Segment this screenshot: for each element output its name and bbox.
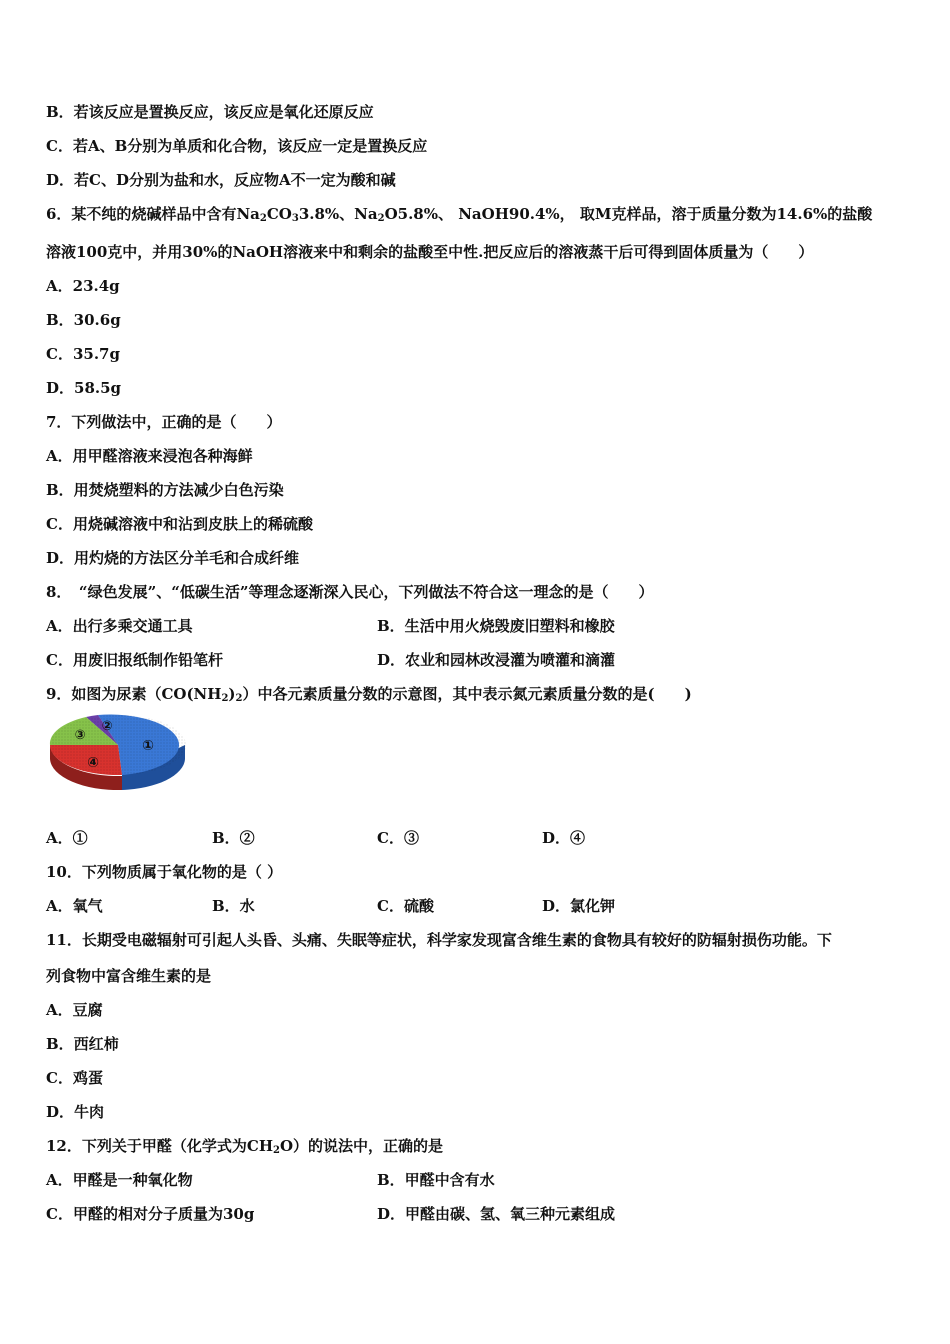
q6-stem-line2: 溶液100克中，并用30%的NaOH溶液来中和剩余的盐酸至中性.把反应后的溶液蒸干后可得到固体质量为（ ） [46,243,814,261]
q9-option-d: D．④ [542,829,586,847]
q11-stem-line1: 11．长期受电磁辐射可引起人头昏、头痛、失眠等症状，科学家发现富含维生素的食物具有较好的防辐射损伤功能。下 [46,931,832,949]
q8-option-b: B．生活中用火烧毁废旧塑料和橡胶 [377,617,615,635]
pie-label-1: ① [142,738,154,754]
q8-option-a: A．出行多乘交通工具 [46,617,193,635]
q10-option-b: B．水 [212,897,255,915]
q9-option-c: C．③ [377,829,419,847]
q8-option-c: C．用废旧报纸制作铅笔杆 [46,651,223,669]
q9-option-a: A．① [46,829,88,847]
q5-option-d: D．若C、D分别为盐和水，反应物A不一定为酸和碱 [46,171,396,189]
pie-label-3: ③ [74,728,86,743]
q12-option-d: D．甲醛由碳、氢、氧三种元素组成 [377,1205,616,1223]
q11-option-b: B．西红柿 [46,1035,119,1053]
q7-option-a: A．用甲醛溶液来浸泡各种海鲜 [46,447,253,465]
pie-label-2: ② [101,719,113,734]
pie-texture [50,715,186,775]
q10-stem: 10．下列物质属于氧化物的是（ ） [46,863,283,881]
q8-option-d: D．农业和园林改浸灌为喷灌和滴灌 [377,651,616,669]
pie-label-4: ④ [87,755,99,771]
q5-option-b: B．若该反应是置换反应，该反应是氧化还原反应 [46,103,374,121]
q9-option-b: B．② [212,829,255,847]
q11-option-a: A．豆腐 [46,1001,103,1019]
q7-option-b: B．用焚烧塑料的方法减少白色污染 [46,481,284,499]
q12-option-b: B．甲醛中含有水 [377,1171,495,1189]
q11-option-d: D．牛肉 [46,1103,105,1121]
q6-option-d: D．58.5g [46,379,122,397]
q10-option-d: D．氯化钾 [542,897,616,915]
q9-stem: 9．如图为尿素$(CO(NH_2)_2)$中各元素质量分数的示意图，其中表示氮元素质量分数的是( ) [46,685,692,704]
q11-stem-line2: 列食物中富含维生素的是 [46,967,212,985]
q6-stem-line1: 6．某不纯的烧碱样品中含有$Na_2CO_33.8\%$、$Na_2O5.8\%$、 NaOH90.4%， 取M克样品，溶于质量分数为14.6%的盐酸 [46,205,873,224]
urea-pie-chart [46,712,191,798]
q12-option-c: C．甲醛的相对分子质量为30g [46,1205,255,1223]
q10-option-a: A．氧气 [46,897,103,915]
q7-option-d: D．用灼烧的方法区分羊毛和合成纤维 [46,549,300,567]
q11-option-c: C．鸡蛋 [46,1069,103,1087]
q6-option-b: B．30.6g [46,311,121,329]
q7-option-c: C．用烧碱溶液中和沾到皮肤上的稀硫酸 [46,515,313,533]
q6-option-a: A．23.4g [46,277,120,295]
q8-stem: 8． “绿色发展”、“低碳生活”等理念逐渐深入民心，下列做法不符合这一理念的是（ ） [46,583,654,601]
q12-stem: 12．下列关于甲醛（化学式为$CH_2O$）的说法中，正确的是 [46,1137,444,1156]
q10-option-c: C．硫酸 [377,897,434,915]
q5-option-c: C．若A、B分别为单质和化合物，该反应一定是置换反应 [46,137,428,155]
q12-option-a: A．甲醛是一种氧化物 [46,1171,193,1189]
q6-option-c: C．35.7g [46,345,120,363]
q7-stem: 7．下列做法中，正确的是（ ） [46,413,282,431]
